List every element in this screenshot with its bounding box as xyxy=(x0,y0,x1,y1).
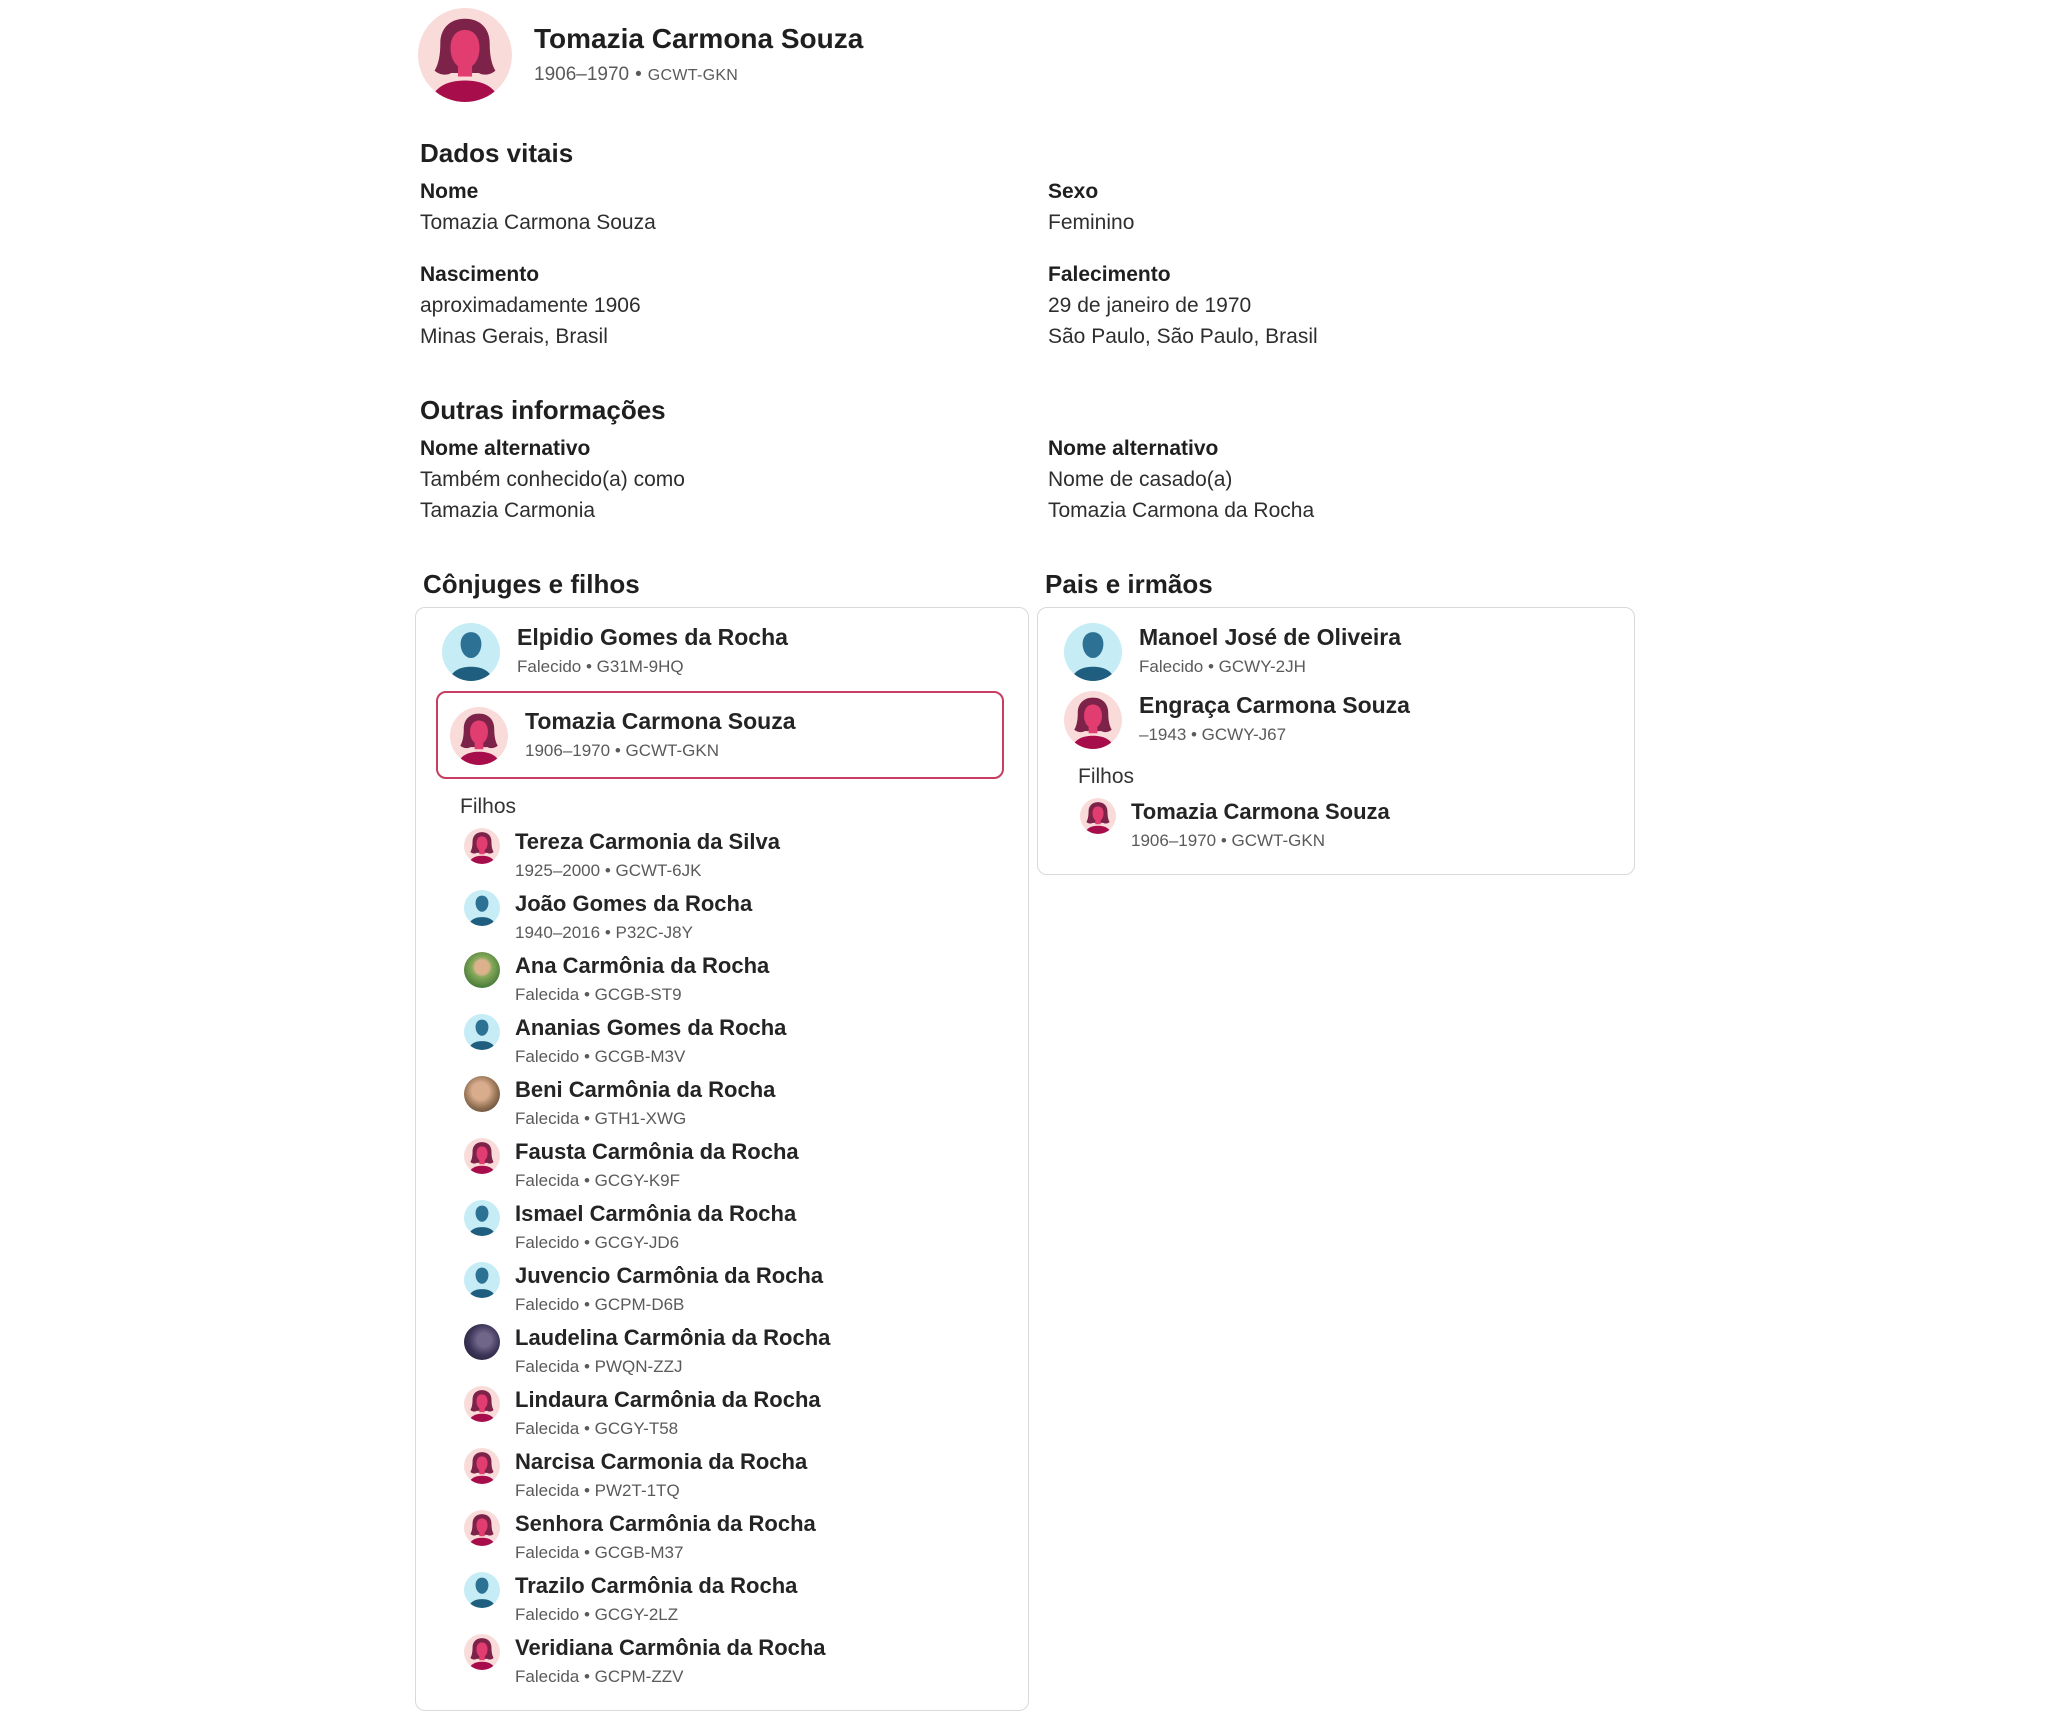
person-row[interactable] xyxy=(464,1138,1014,1192)
person-row[interactable] xyxy=(1064,691,1620,749)
person-text xyxy=(515,828,780,882)
field-value: Minas Gerais, Brasil xyxy=(420,325,608,348)
person-lifespan-id: Falecida • GTH1-XWG xyxy=(515,1109,687,1128)
person-name[interactable]: Tereza Carmonia da Silva xyxy=(515,829,780,854)
person-name[interactable]: Beni Carmônia da Rocha xyxy=(515,1077,776,1102)
person-name[interactable]: Senhora Carmônia da Rocha xyxy=(515,1511,816,1536)
person-row[interactable] xyxy=(464,1634,1014,1688)
person-name[interactable]: Lindaura Carmônia da Rocha xyxy=(515,1387,821,1412)
parents-column xyxy=(1037,567,1635,1711)
avatar-female-icon xyxy=(464,1386,500,1422)
children-label: Filhos xyxy=(1078,765,1135,788)
person-id: GCWT-GKN xyxy=(647,67,739,84)
vitals-fields xyxy=(420,177,1638,352)
person-name[interactable]: Juvencio Carmônia da Rocha xyxy=(515,1263,824,1288)
person-row[interactable] xyxy=(464,1014,1014,1068)
avatar-female-icon xyxy=(1064,691,1122,749)
person-name[interactable]: Laudelina Carmônia da Rocha xyxy=(515,1325,831,1350)
field-value: 29 de janeiro de 1970 xyxy=(1048,294,1252,317)
person-lifespan-id: Falecida • GCGY-T58 xyxy=(515,1419,679,1438)
field-label: Sexo xyxy=(1048,180,1099,203)
person-row[interactable] xyxy=(464,890,1014,944)
field-value: Tomazia Carmona Souza xyxy=(420,211,656,234)
person-lifespan-id: 1925–2000 • GCWT-6JK xyxy=(515,861,702,880)
person-text xyxy=(1131,798,1390,852)
field-label: Nascimento xyxy=(420,263,540,286)
parents-list xyxy=(1064,623,1620,749)
person-text xyxy=(515,1386,821,1440)
person-lifespan-id: Falecida • GCGB-M37 xyxy=(515,1543,684,1562)
avatar-male-icon xyxy=(464,1572,500,1608)
field-label: Nome alternativo xyxy=(420,437,591,460)
children-list xyxy=(442,828,1014,1688)
avatar-photo xyxy=(464,952,500,988)
person-name[interactable]: Ana Carmônia da Rocha xyxy=(515,953,770,978)
avatar-female-icon xyxy=(464,828,500,864)
spouses-section-title: Cônjuges e filhos xyxy=(423,569,640,599)
avatar-male-icon xyxy=(442,623,500,681)
person-lifespan-id: Falecida • GCPM-ZZV xyxy=(515,1667,684,1686)
person-text xyxy=(515,1634,826,1688)
lifespan: 1906–1970 xyxy=(534,64,630,85)
person-name[interactable]: Elpidio Gomes da Rocha xyxy=(517,624,788,650)
field-sexo xyxy=(1048,177,1638,238)
avatar-female-icon xyxy=(450,707,508,765)
person-row[interactable] xyxy=(464,1076,1014,1130)
person-row[interactable] xyxy=(1080,798,1620,852)
person-row[interactable] xyxy=(442,623,1014,681)
person-text xyxy=(515,1324,830,1378)
person-name[interactable]: Engraça Carmona Souza xyxy=(1139,692,1410,718)
field-label: Nome alternativo xyxy=(1048,437,1219,460)
person-row[interactable] xyxy=(464,952,1014,1006)
person-text xyxy=(515,1448,807,1502)
person-lifespan-id: Falecida • GCGY-K9F xyxy=(515,1171,680,1190)
person-lifespan-id: Falecido • GCGB-M3V xyxy=(515,1047,686,1066)
person-text xyxy=(525,707,796,763)
avatar-female-icon xyxy=(464,1138,500,1174)
profile-lifespan-id xyxy=(534,63,863,88)
person-text xyxy=(1139,691,1410,747)
siblings-list xyxy=(1064,798,1620,852)
person-text xyxy=(1139,623,1401,679)
profile-avatar-female-icon[interactable] xyxy=(418,8,512,102)
avatar-male-icon xyxy=(1064,623,1122,681)
dot-separator: • xyxy=(635,64,642,85)
avatar-female-icon xyxy=(464,1510,500,1546)
avatar-female-icon xyxy=(1080,798,1116,834)
page-content xyxy=(418,8,1638,1711)
person-text xyxy=(515,1076,775,1130)
person-name[interactable]: Fausta Carmônia da Rocha xyxy=(515,1139,799,1164)
person-name[interactable]: João Gomes da Rocha xyxy=(515,891,753,916)
person-row[interactable] xyxy=(464,1510,1014,1564)
other-info-fields xyxy=(420,434,1638,526)
selected-person-box[interactable] xyxy=(436,691,1004,779)
avatar-photo xyxy=(464,1076,500,1112)
field-value: Nome de casado(a) xyxy=(1048,468,1233,491)
field-value: aproximadamente 1906 xyxy=(420,294,641,317)
person-text xyxy=(515,1014,786,1068)
field-value: Também conhecido(a) como xyxy=(420,468,685,491)
person-lifespan-id: Falecido • G31M-9HQ xyxy=(517,657,684,676)
field-nascimento xyxy=(420,260,1048,352)
person-row[interactable] xyxy=(464,1262,1014,1316)
avatar-male-icon xyxy=(464,1200,500,1236)
person-name[interactable]: Narcisa Carmonia da Rocha xyxy=(515,1449,808,1474)
children-label: Filhos xyxy=(460,795,517,818)
person-name[interactable]: Trazilo Carmônia da Rocha xyxy=(515,1573,798,1598)
person-row[interactable] xyxy=(464,1572,1014,1626)
profile-header-text xyxy=(534,22,863,88)
person-text xyxy=(515,1262,823,1316)
person-row[interactable] xyxy=(450,707,990,765)
person-name[interactable]: Ismael Carmônia da Rocha xyxy=(515,1201,797,1226)
field-value: Feminino xyxy=(1048,211,1135,234)
person-lifespan-id: Falecida • GCGB-ST9 xyxy=(515,985,682,1004)
person-text xyxy=(517,623,788,679)
field-value: Tomazia Carmona da Rocha xyxy=(1048,499,1315,522)
person-name[interactable]: Veridiana Carmônia da Rocha xyxy=(515,1635,826,1660)
person-lifespan-id: Falecida • PW2T-1TQ xyxy=(515,1481,680,1500)
person-lifespan-id: –1943 • GCWY-J67 xyxy=(1139,725,1287,744)
person-text xyxy=(515,890,752,944)
field-value: São Paulo, São Paulo, Brasil xyxy=(1048,325,1318,348)
person-lifespan-id: Falecido • GCGY-2LZ xyxy=(515,1605,679,1624)
person-row[interactable] xyxy=(464,1324,1014,1378)
vitals-section-title: Dados vitais xyxy=(420,138,574,168)
person-lifespan-id: Falecida • PWQN-ZZJ xyxy=(515,1357,683,1376)
person-lifespan-id: 1940–2016 • P32C-J8Y xyxy=(515,923,693,942)
parents-section-title: Pais e irmãos xyxy=(1045,569,1213,599)
person-row[interactable] xyxy=(464,1448,1014,1502)
person-row[interactable] xyxy=(464,1200,1014,1254)
profile-header xyxy=(418,8,1638,102)
field-nome-alternativo-1 xyxy=(420,434,1048,526)
field-nome xyxy=(420,177,1048,238)
spouses-column xyxy=(415,567,1029,1711)
person-row[interactable] xyxy=(464,1386,1014,1440)
other-info-section-title: Outras informações xyxy=(420,395,666,425)
field-label: Falecimento xyxy=(1048,263,1171,286)
field-nome-alternativo-2 xyxy=(1048,434,1638,526)
person-row[interactable] xyxy=(1064,623,1620,681)
person-name[interactable]: Ananias Gomes da Rocha xyxy=(515,1015,787,1040)
avatar-photo xyxy=(464,1324,500,1360)
person-text xyxy=(515,1200,796,1254)
person-lifespan-id: 1906–1970 • GCWT-GKN xyxy=(1131,831,1325,850)
person-lifespan-id: 1906–1970 • GCWT-GKN xyxy=(525,741,719,760)
person-name[interactable]: Tomazia Carmona Souza xyxy=(525,708,796,734)
field-value: Tamazia Carmonia xyxy=(420,499,596,522)
field-label: Nome xyxy=(420,180,479,203)
person-text xyxy=(515,1572,797,1626)
parents-card xyxy=(1037,607,1635,875)
person-text xyxy=(515,1510,816,1564)
couple-list xyxy=(442,623,1014,779)
page-title: Tomazia Carmona Souza xyxy=(534,23,864,54)
person-text xyxy=(515,952,769,1006)
avatar-male-icon xyxy=(464,1014,500,1050)
family-columns xyxy=(415,567,1638,1711)
spouses-card xyxy=(415,607,1029,1711)
person-name[interactable]: Tomazia Carmona Souza xyxy=(1131,799,1390,824)
person-lifespan-id: Falecido • GCWY-2JH xyxy=(1139,657,1306,676)
field-falecimento xyxy=(1048,260,1638,352)
avatar-male-icon xyxy=(464,1262,500,1298)
avatar-male-icon xyxy=(464,890,500,926)
person-lifespan-id: Falecido • GCPM-D6B xyxy=(515,1295,685,1314)
person-lifespan-id: Falecido • GCGY-JD6 xyxy=(515,1233,680,1252)
person-name[interactable]: Manoel José de Oliveira xyxy=(1139,624,1402,650)
person-row[interactable] xyxy=(464,828,1014,882)
avatar-female-icon xyxy=(464,1448,500,1484)
avatar-female-icon xyxy=(464,1634,500,1670)
person-text xyxy=(515,1138,799,1192)
